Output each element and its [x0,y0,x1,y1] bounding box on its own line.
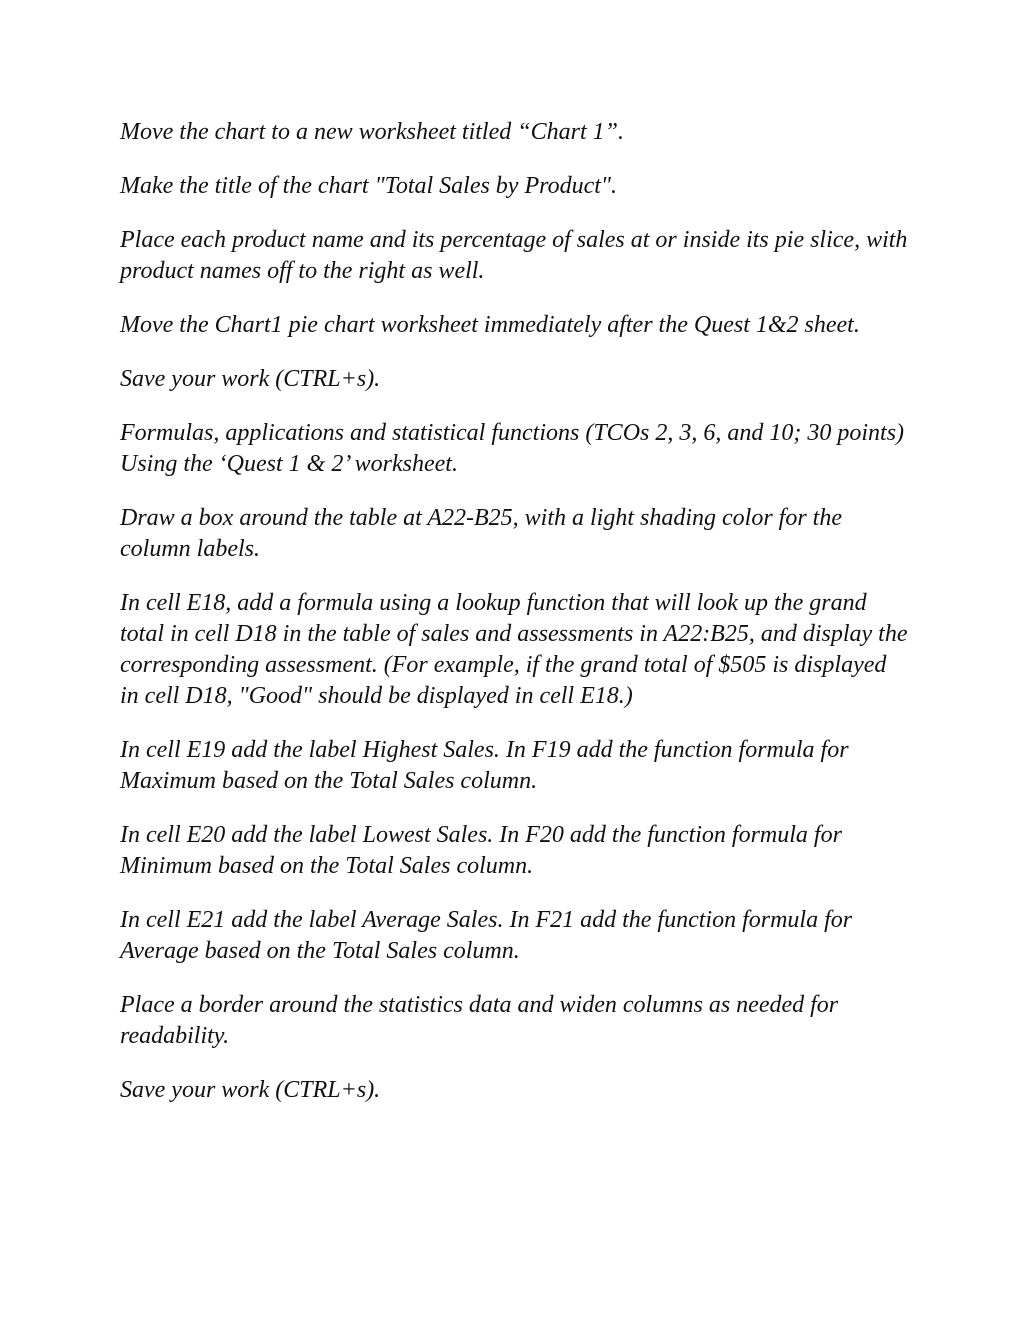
document-body [120,117,910,1129]
instruction-draw-box: Draw a box around the table at A22-B25, with a light shading color for the column labels. [120,505,842,562]
instruction-save-1: Save your work (CTRL+s). [120,366,381,392]
instruction-chart-title: Make the title of the chart "Total Sales by Product". [120,173,617,199]
instruction-highest-sales: In cell E19 add the label Highest Sales. In F19 add the function formula for Maximum based on the Total Sales column. [120,737,849,794]
instruction-move-sheet: Move the Chart1 pie chart worksheet immediately after the Quest 1&2 sheet. [120,312,860,338]
instruction-border-stats: Place a border around the statistics data and widen columns as needed for readability. [120,992,839,1049]
section-heading-formulas: Formulas, applications and statistical functions (TCOs 2, 3, 6, and 10; 30 points) Using the ‘Quest 1 & 2’ worksheet. [120,420,905,477]
instruction-average-sales: In cell E21 add the label Average Sales. In F21 add the function formula for Average based on the Total Sales column. [120,907,853,964]
instruction-pie-labels: Place each product name and its percentage of sales at or inside its pie slice, with product names off to the right as well. [120,227,908,284]
instruction-move-chart: Move the chart to a new worksheet titled “Chart 1”. [120,119,624,145]
instruction-lookup-formula: In cell E18, add a formula using a lookup function that will look up the grand total in cell D18 in the table of sales and assessments in A22:B25, and display the corresponding assessment. (For example, if the grand total of $505 is displayed in cell D18, "Good" should be displayed in cell E18.) [120,590,908,709]
instruction-save-2: Save your work (CTRL+s). [120,1077,381,1103]
instruction-lowest-sales: In cell E20 add the label Lowest Sales. In F20 add the function formula for Minimum based on the Total Sales column. [120,822,842,879]
